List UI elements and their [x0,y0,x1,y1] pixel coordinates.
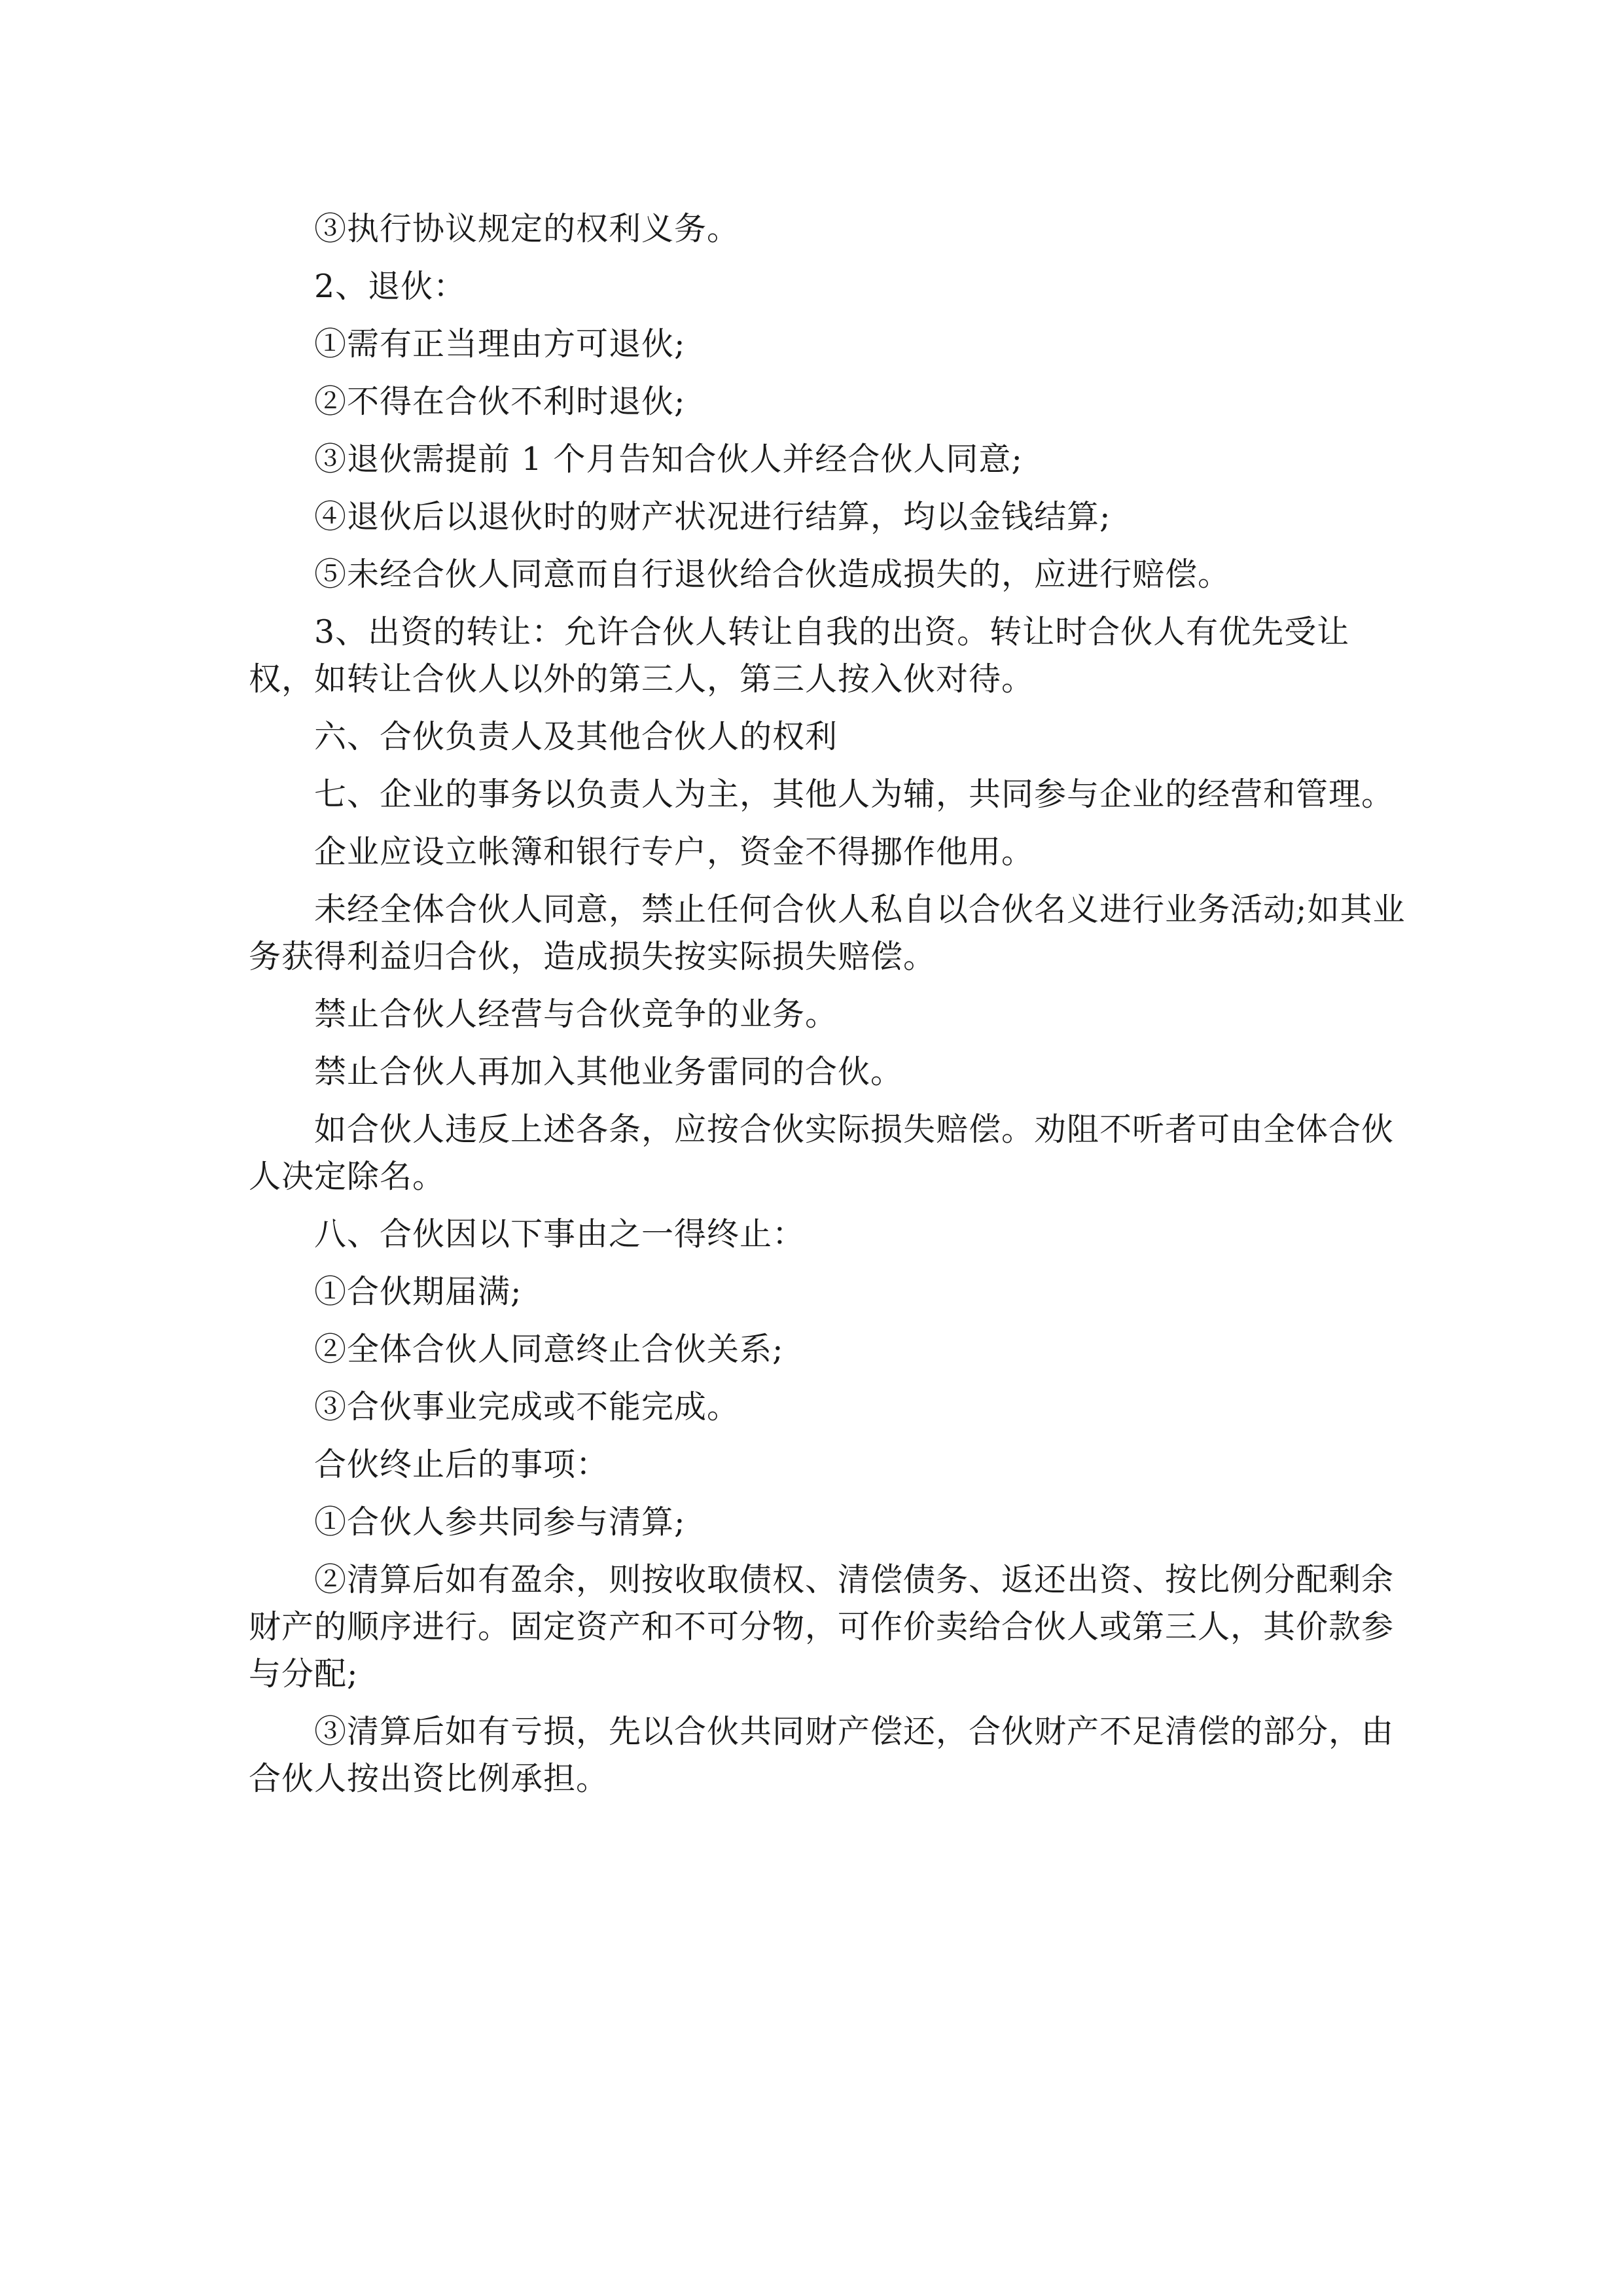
paragraph: ③合伙事业完成或不能完成。 [314,1388,740,1426]
paragraph: 禁止合伙人经营与合伙竞争的业务。 [314,996,838,1033]
paragraph: ②全体合伙人同意终止合伙关系; [314,1331,784,1368]
paragraph: 合伙终止后的事项： [314,1446,609,1483]
paragraph: 3、出资的转让：允许合伙人转让自我的出资。转让时合伙人有优先受让权，如转让合伙人以外的第三人，第三人按入伙对待。 [249,613,1350,698]
paragraph: ②不得在合伙不利时退伙; [314,383,686,420]
paragraph: 企业应设立帐簿和银行专户，资金不得挪作他用。 [314,833,1035,870]
paragraph: ①需有正当理由方可退伙; [314,325,686,363]
paragraph: ④退伙后以退伙时的财产状况进行结算，均以金钱结算; [314,498,1111,535]
paragraph: 七、企业的事务以负责人为主，其他人为辅，共同参与企业的经营和管理。 [314,776,1395,813]
paragraph: 六、合伙负责人及其他合伙人的权利 [314,718,838,755]
paragraph: ③清算后如有亏损，先以合伙共同财产偿还，合伙财产不足清偿的部分，由合伙人按出资比例承担。 [249,1713,1395,1797]
paragraph: 禁止合伙人再加入其他业务雷同的合伙。 [314,1053,904,1090]
paragraph: ⑤未经合伙人同意而自行退伙给合伙造成损失的，应进行赔偿。 [314,556,1231,593]
paragraph: 如合伙人违反上述各条，应按合伙实际损失赔偿。劝阻不听者可由全体合伙人决定除名。 [249,1111,1395,1195]
paragraph: ③执行协议规定的权利义务。 [314,210,740,247]
paragraph: ①合伙期届满; [314,1273,522,1310]
paragraph: 未经全体合伙人同意，禁止任何合伙人私自以合伙名义进行业务活动;如其业务获得利益归合伙，造成损失按实际损失赔偿。 [249,891,1406,975]
paragraph: ①合伙人参共同参与清算; [314,1503,686,1541]
paragraph: 八、合伙因以下事由之一得终止： [314,1215,806,1253]
paragraph: 2、退伙： [314,268,467,305]
paragraph: ③退伙需提前 1 个月告知合伙人并经合伙人同意; [314,440,1023,478]
document-body [249,206,1414,1803]
paragraph: ②清算后如有盈余，则按收取债权、清偿债务、返还出资、按比例分配剩余财产的顺序进行。固定资产和不可分物，可作价卖给合伙人或第三人，其价款参与分配; [249,1561,1395,1693]
